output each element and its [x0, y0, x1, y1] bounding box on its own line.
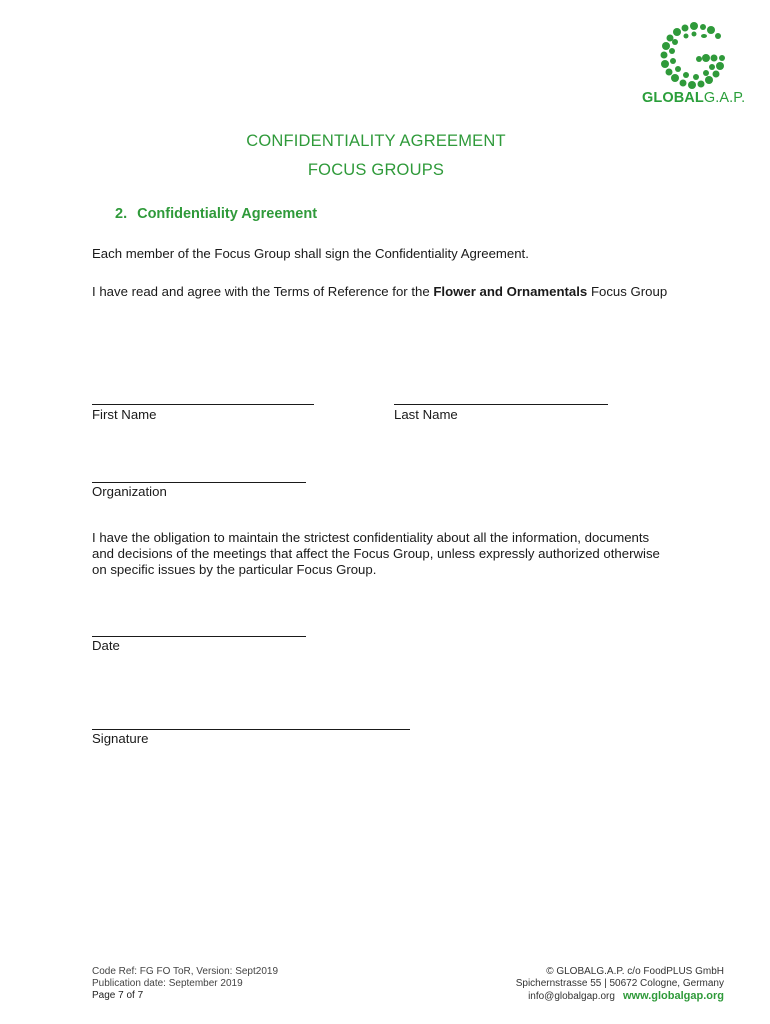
- first-name-label: First Name: [92, 407, 157, 422]
- footer-code-ref: Code Ref: FG FO ToR, Version: Sept2019: [92, 966, 279, 977]
- signature-label: Signature: [92, 731, 149, 746]
- footer-contact: [528, 990, 724, 1003]
- document-subtitle: FOCUS GROUPS: [307, 161, 445, 179]
- footer-publication-date: Publication date: September 2019: [92, 978, 243, 989]
- last-name-line[interactable]: [394, 404, 608, 405]
- section-title: Confidentiality Agreement: [137, 206, 318, 222]
- footer-website-link[interactable]: www.globalgap.org: [622, 990, 724, 1002]
- focus-group-name: Flower and Ornamentals: [433, 284, 588, 299]
- footer-email-link[interactable]: info@globalgap.org: [528, 991, 615, 1002]
- globalgap-g-mark-icon: [656, 18, 732, 90]
- obligation-paragraph: I have the obligation to maintain the strictest confidentiality about all the information, documents and decisions of the meetings that affect the Focus Group, unless expressly authorized otherwise on specific issues by the particular Focus Group.: [92, 530, 660, 577]
- first-name-line[interactable]: [92, 404, 314, 405]
- organization-label: Organization: [92, 484, 167, 499]
- globalgap-wordmark: GLOBALG.A.P.: [642, 90, 746, 106]
- globalgap-logo: [636, 18, 752, 108]
- section-heading: [115, 206, 317, 222]
- footer-page-number: Page 7 of 7: [92, 990, 144, 1001]
- date-label: Date: [92, 638, 120, 653]
- last-name-label: Last Name: [394, 407, 458, 422]
- footer-address: Spichernstrasse 55 | 50672 Cologne, Germany: [515, 978, 724, 989]
- document-title: CONFIDENTIALITY AGREEMENT: [246, 132, 506, 150]
- footer-company: © GLOBALG.A.P. c/o FoodPLUS GmbH: [546, 966, 724, 977]
- intro-paragraph: Each member of the Focus Group shall sign the Confidentiality Agreement.: [92, 246, 529, 261]
- organization-line[interactable]: [92, 482, 306, 483]
- section-number: 2.: [115, 206, 128, 222]
- date-line[interactable]: [92, 636, 306, 637]
- agreement-paragraph: I have read and agree with the Terms of Reference for the Flower and Ornamentals Focus Group: [92, 284, 668, 299]
- signature-line[interactable]: [92, 729, 410, 730]
